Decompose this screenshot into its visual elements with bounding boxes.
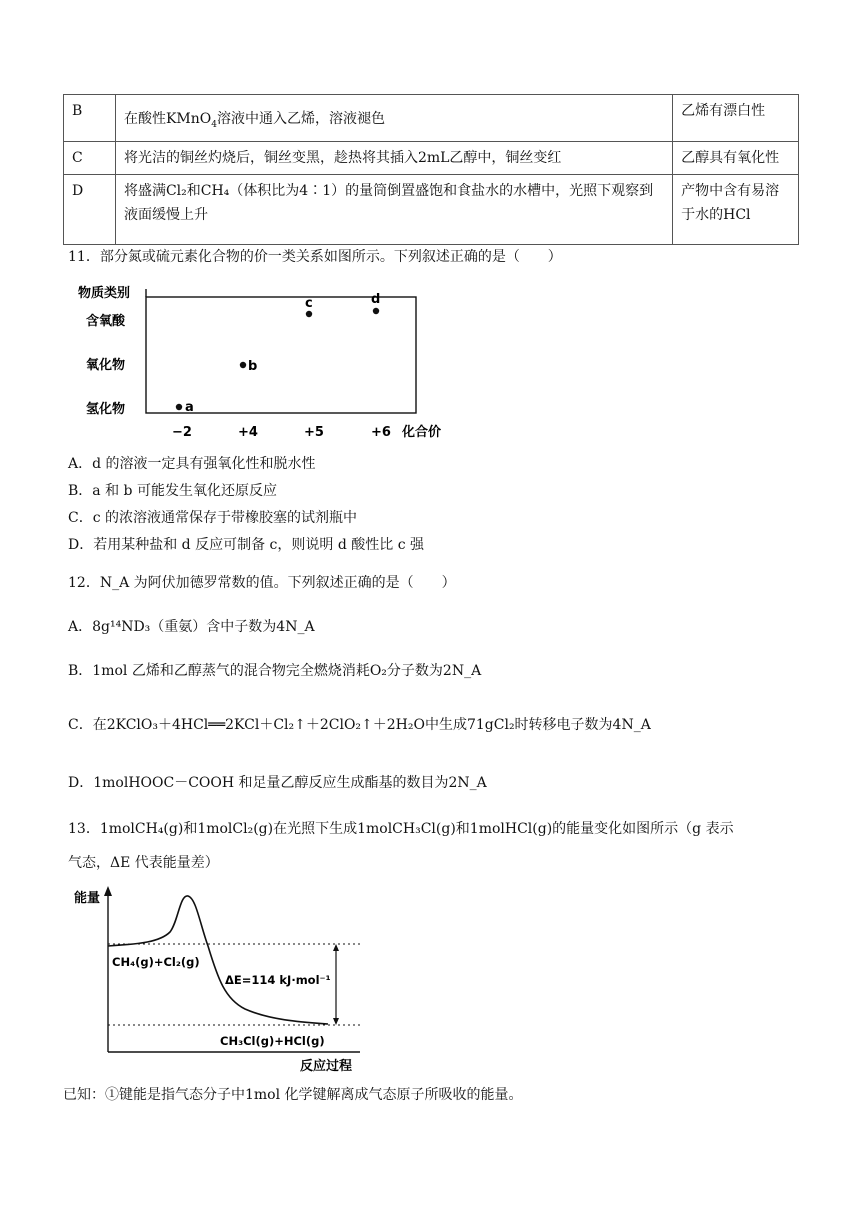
table-row — [64, 95, 799, 142]
q11-option-b: B．a 和 b 可能发生氧化还原反应 — [68, 483, 277, 499]
point-a — [176, 404, 182, 410]
row-desc: 将盛满Cl₂和CH₄（体积比为4∶1）的量筒倒置盛饱和食盐水的水槽中，光照下观察到液面缓慢上升 — [115, 174, 672, 244]
point-b — [240, 362, 246, 368]
chart-frame — [146, 297, 416, 413]
point-c — [306, 311, 312, 317]
row-conclusion: 乙烯有漂白性 — [673, 95, 799, 142]
row-conclusion: 产物中含有易溶于水的HCl — [673, 174, 799, 244]
point-label: d — [371, 292, 381, 307]
table-row — [64, 174, 799, 244]
point-label: b — [248, 359, 258, 374]
q13-energy-diagram — [70, 884, 370, 1074]
q11-option-d: D．若用某种盐和 d 反应可制备 c，则说明 d 酸性比 c 强 — [68, 537, 424, 553]
reactants-label: CH₄(g)+Cl₂(g) — [112, 955, 200, 969]
q11-valence-class-chart — [66, 283, 456, 443]
products-label: CH₃Cl(g)+HCl(g) — [220, 1034, 325, 1048]
q13-known: 已知：①键能是指气态分子中1mol 化学键解离成气态原子所吸收的能量。 — [63, 1087, 523, 1103]
q12-option-d: D．1molHOOC－COOH 和足量乙醇反应生成酯基的数目为2N_A — [68, 775, 487, 791]
y-axis-label: 物质类别 — [78, 286, 131, 301]
row-conclusion: 乙醇具有氧化性 — [673, 141, 799, 174]
row-desc: 将光洁的铜丝灼烧后，铜丝变黑，趁热将其插入2mL乙醇中，铜丝变红 — [115, 141, 672, 174]
q11-stem: 11．部分氮或硫元素化合物的价一类关系如图所示。下列叙述正确的是（ ） — [68, 249, 562, 265]
q11-option-a: A．d 的溶液一定具有强氧化性和脱水性 — [68, 456, 316, 472]
q12-option-b: B．1mol 乙烯和乙醇蒸气的混合物完全燃烧消耗O₂分子数为2N_A — [68, 663, 482, 679]
row-label: B — [64, 95, 116, 142]
y-axis-label: 能量 — [74, 891, 101, 906]
q11-option-c: C．c 的浓溶液通常保存于带橡胶塞的试剂瓶中 — [68, 510, 358, 526]
x-tick-label: +5 — [304, 425, 324, 440]
table-row — [64, 141, 799, 174]
row-label: C — [64, 141, 116, 174]
options-table — [63, 94, 799, 245]
y-tick-label: 氧化物 — [86, 358, 126, 373]
q12-stem: 12．N_A 为阿伏加德罗常数的值。下列叙述正确的是（ ） — [68, 575, 456, 591]
x-tick-label: +4 — [238, 425, 258, 440]
q13-stem-line2: 气态，ΔE 代表能量差） — [68, 855, 219, 871]
x-axis-label: 反应过程 — [300, 1059, 353, 1074]
row-desc: 在酸性KMnO$_4$溶液中通入乙烯，溶液褪色 — [115, 95, 672, 142]
y-tick-label: 含氧酸 — [86, 314, 126, 329]
q12-option-a: A．8g¹⁴ND₃（重氨）含中子数为4N_A — [68, 619, 315, 635]
x-axis-label: 化合价 — [402, 425, 442, 440]
y-tick-label: 氢化物 — [86, 402, 126, 417]
point-d — [373, 308, 379, 314]
y-axis-arrow — [104, 886, 112, 896]
q12-option-c: C．在2KClO₃＋4HCl══2KCl＋Cl₂↑＋2ClO₂↑＋2H₂O中生成71gCl₂时转移电子数为4N_A — [68, 717, 651, 733]
point-label: c — [305, 296, 313, 311]
point-label: a — [185, 400, 194, 415]
row-label: D — [64, 174, 116, 244]
q13-stem-line1: 13．1molCH₄(g)和1molCl₂(g)在光照下生成1molCH₃Cl(g)和1molHCl(g)的能量变化如图所示（g 表示 — [68, 821, 734, 837]
x-tick-label: −2 — [172, 425, 192, 440]
delta-e-label: ΔE=114 kJ·mol⁻¹ — [225, 973, 331, 987]
x-tick-label: +6 — [371, 425, 391, 440]
